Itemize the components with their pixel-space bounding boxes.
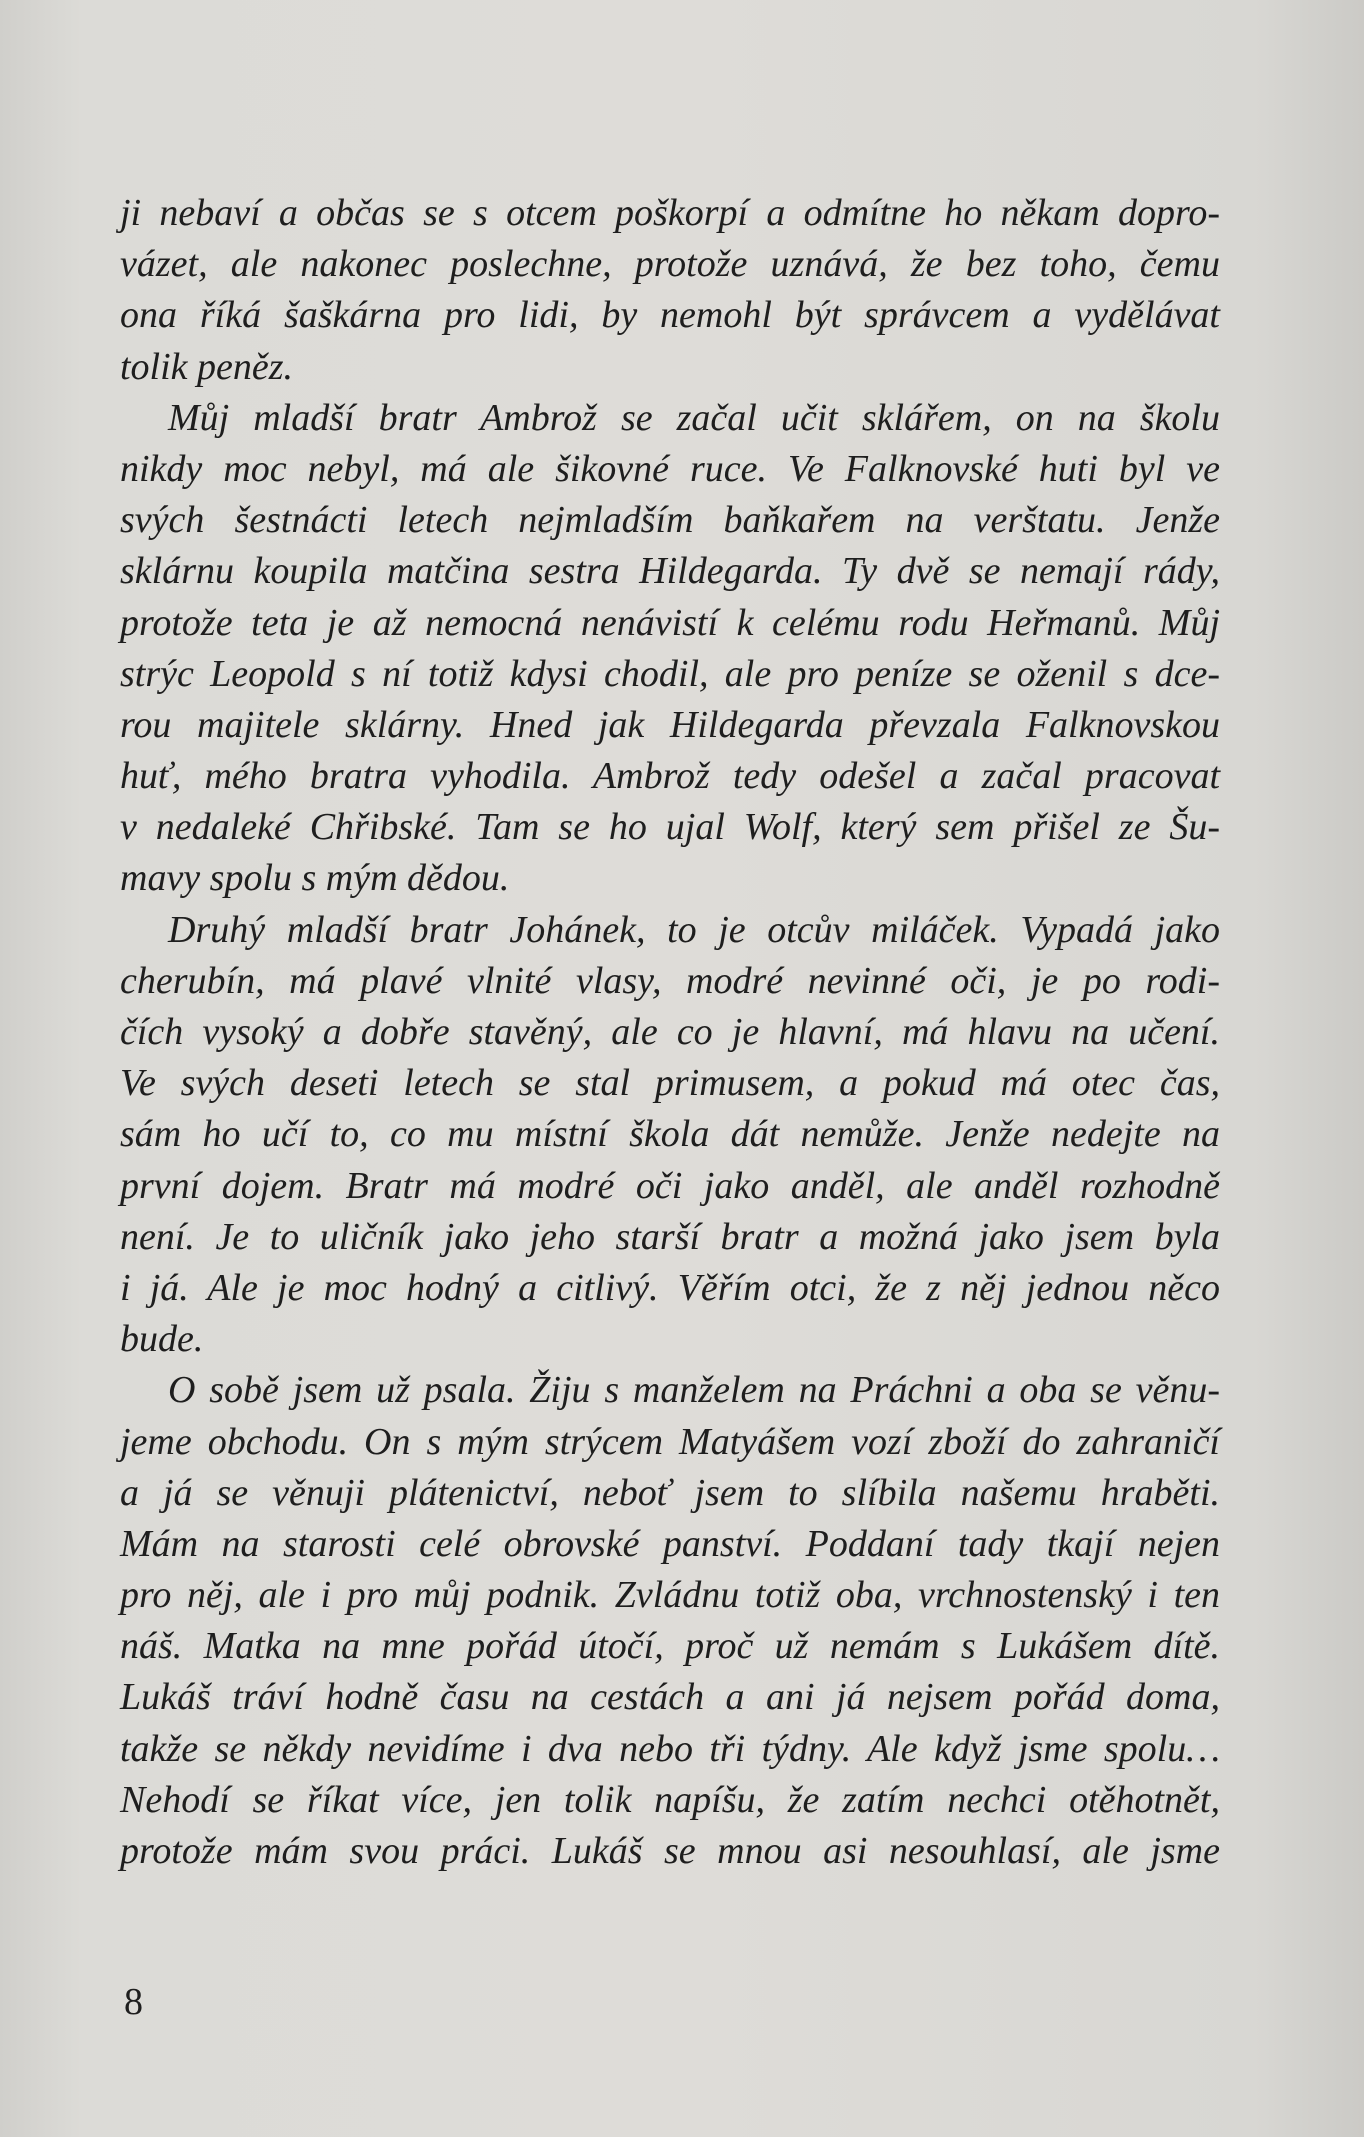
body-text [120, 188, 1220, 1877]
text-line: i já. Ale je moc hodný a citlivý. Věřím otci, že z něj jednou něco [120, 1266, 1220, 1309]
text-line: Mám na starosti celé obrovské panství. Poddaní tady tkají nejen [120, 1522, 1220, 1565]
text-line: ona říká šaškárna pro lidi, by nemohl být správcem a vydělávat [120, 294, 1220, 337]
text-line: vázet, ale nakonec poslechne, protože uznává, že bez toho, čemu [120, 243, 1220, 286]
text-line: náš. Matka na mne pořád útočí, proč už nemám s Lukášem dítě. [120, 1625, 1220, 1668]
text-line: bude. [120, 1318, 204, 1361]
text-line: Nehodí se říkat více, jen tolik napíšu, že zatím nechci otěhotnět, [120, 1778, 1220, 1821]
text-line: Druhý mladší bratr Johánek, to je otcův miláček. Vypadá jako [168, 908, 1220, 951]
text-line: tolik peněz. [120, 345, 294, 388]
text-line: mavy spolu s mým dědou. [120, 857, 510, 900]
text-line: a já se věnuji plátenictví, neboť jsem to slíbila našemu hraběti. [120, 1471, 1220, 1514]
text-line: Ve svých deseti letech se stal primusem, a pokud má otec čas, [120, 1062, 1220, 1105]
text-line: protože mám svou práci. Lukáš se mnou asi nesouhlasí, ale jsme [120, 1830, 1220, 1872]
text-line: sklárnu koupila matčina sestra Hildegarda. Ty dvě se nemají rády, [120, 550, 1220, 593]
text-line: pro něj, ale i pro můj podnik. Zvládnu totiž oba, vrchnostenský i ten [120, 1574, 1220, 1617]
text-line: svých šestnácti letech nejmladším baňkařem na verštatu. Jenže [120, 499, 1220, 542]
text-line: strýc Leopold s ní totiž kdysi chodil, ale pro peníze se oženil s dce- [120, 652, 1220, 695]
text-line: Můj mladší bratr Ambrož se začal učit sklářem, on na školu [168, 396, 1220, 439]
text-line: nikdy moc nebyl, má ale šikovné ruce. Ve Falknovské huti byl ve [120, 447, 1220, 490]
text-line: sám ho učí to, co mu místní škola dát nemůže. Jenže nedejte na [120, 1113, 1220, 1156]
text-line: není. Je to uličník jako jeho starší bratr a možná jako jsem byla [120, 1215, 1220, 1258]
text-line: v nedaleké Chřibské. Tam se ho ujal Wolf, který sem přišel ze Šu- [120, 806, 1220, 849]
text-line: huť, mého bratra vyhodila. Ambrož tedy odešel a začal pracovat [120, 755, 1220, 798]
text-line: čích vysoký a dobře stavěný, ale co je hlavní, má hlavu na učení. [120, 1011, 1220, 1053]
text-line: ji nebaví a občas se s otcem poškorpí a odmítne ho někam dopro- [120, 192, 1220, 234]
text-line: jeme obchodu. On s mým strýcem Matyášem vozí zboží do zahraničí [120, 1420, 1220, 1463]
page-number: 8 [124, 1981, 143, 2023]
text-line: O sobě jsem už psala. Žiju s manželem na Práchni a oba se věnu- [168, 1369, 1220, 1412]
text-line: cherubín, má plavé vlnité vlasy, modré nevinné oči, je po rodi- [120, 959, 1220, 1002]
text-line: Lukáš tráví hodně času na cestách a ani já nejsem pořád doma, [120, 1676, 1220, 1719]
text-line: takže se někdy nevidíme i dva nebo tři týdny. Ale když jsme spolu… [120, 1727, 1220, 1770]
text-line: rou majitele sklárny. Hned jak Hildegarda převzala Falknovskou [120, 703, 1220, 746]
text-line: první dojem. Bratr má modré oči jako anděl, ale anděl rozhodně [120, 1164, 1220, 1207]
text-line: protože teta je až nemocná nenávistí k celému rodu Heřmanů. Můj [120, 601, 1220, 644]
